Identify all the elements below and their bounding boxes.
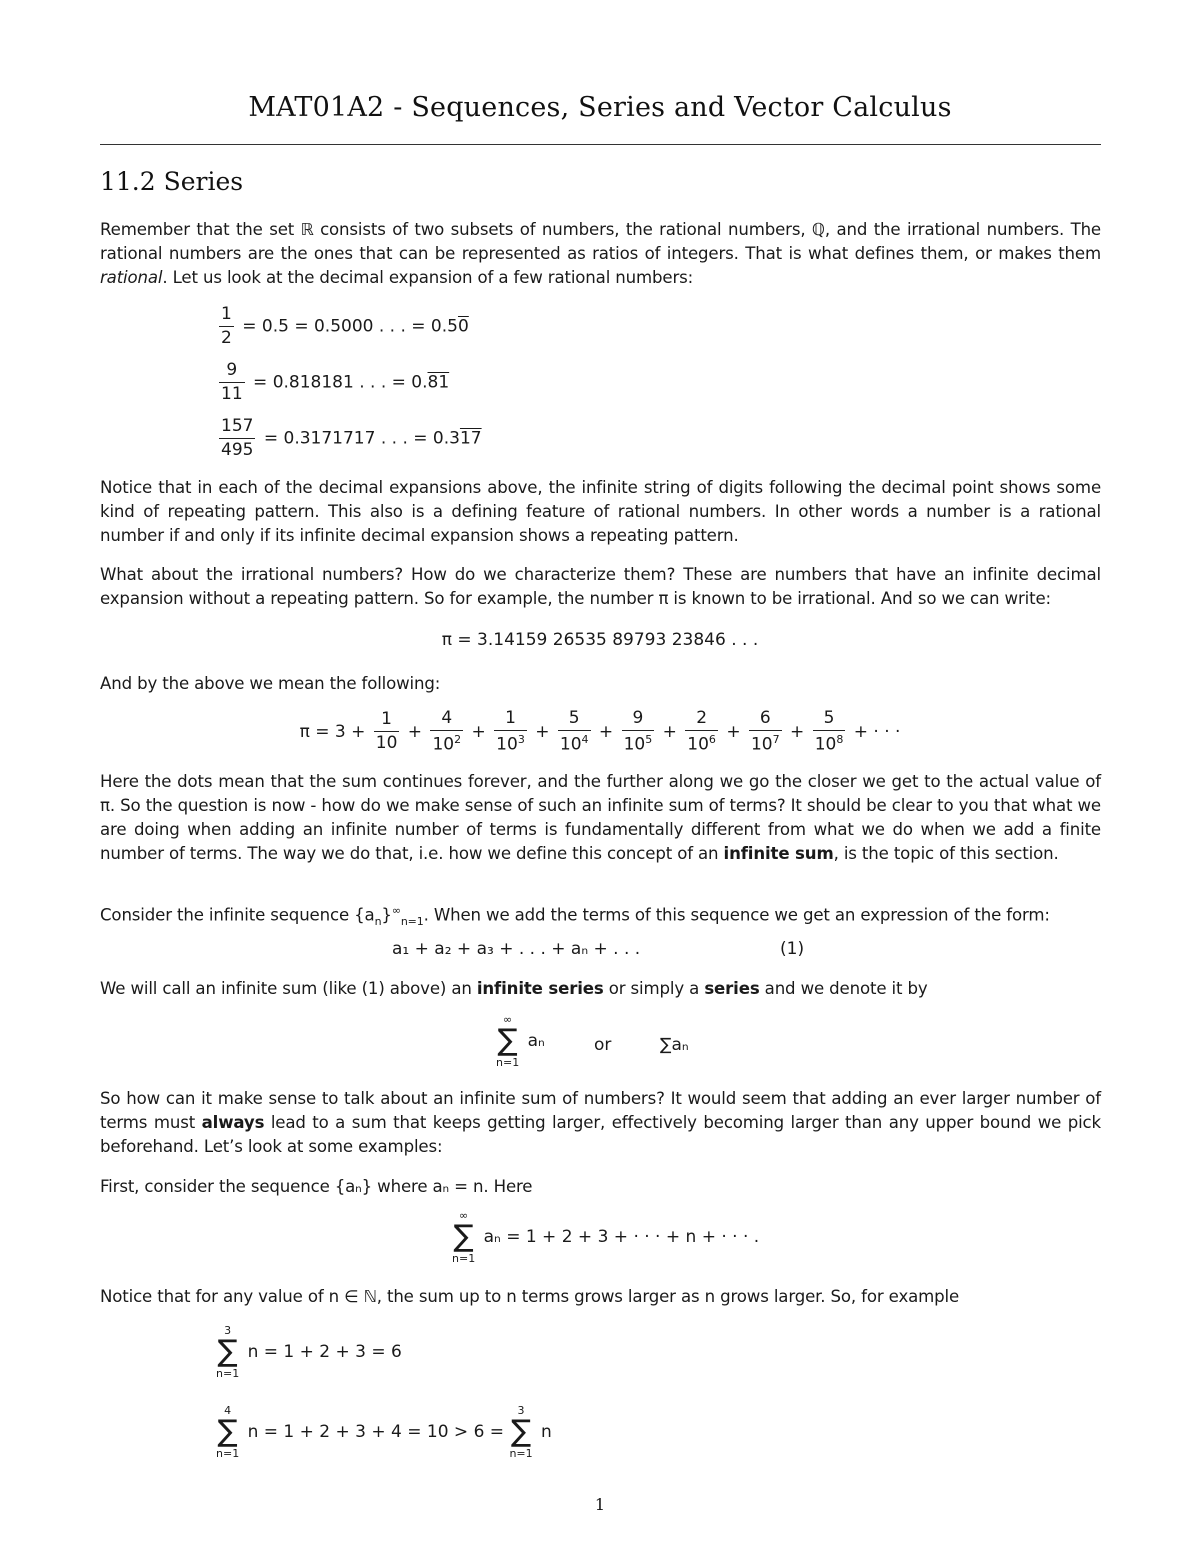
series-term: aₙ [527, 1031, 545, 1051]
title-rule [100, 144, 1101, 145]
series-fraction: $\frac{1}{10^3}$ [496, 708, 525, 755]
paragraph-text: . When we add the terms of this sequence we get an expression of the form: [423, 905, 1050, 925]
paragraph-text: Consider the infinite sequence {a [100, 905, 375, 925]
partial-sum-4 [216, 1405, 552, 1459]
series-fraction: $\frac{5}{10^4}$ [559, 708, 589, 755]
paragraph-text: . Let us look at the decimal expansion of a few rational numbers: [162, 268, 694, 287]
sum-of-n [452, 1210, 759, 1264]
bold-term: always [201, 1113, 265, 1132]
decimal-expansion: = 0.5 = 0.5000 . . . = 0.5 [242, 316, 458, 337]
pi-decimal: π = 3.14159 26535 89793 23846 . . . [441, 630, 759, 650]
bold-term: infinite sum [723, 844, 834, 863]
series-fraction: $\frac{4}{10^2}$ [432, 708, 462, 755]
summation-symbol: ∞ ∑ n=1 [496, 1013, 520, 1069]
fraction: $\frac{1}{2}$ [221, 304, 232, 348]
sum-expression: n = 1 + 2 + 3 + 4 = 10 > 6 = [247, 1422, 505, 1442]
decimal-expansion: = 0.818181 . . . = 0. [253, 372, 428, 393]
series-lead: π = 3 + [299, 721, 366, 742]
series-tail: + · · · [853, 721, 901, 742]
summation-symbol: ∞ ∑ n=1 [452, 1209, 476, 1265]
paragraph-series-def [100, 977, 1101, 1001]
summation-symbol: 4 ∑ n=1 [216, 1404, 240, 1460]
paragraph-irrational: What about the irrational numbers? How do we characterize them? These are numbers that have an infinite decimal expansion without a repeating pattern. So for example, the number π is known to be irrational. And so we can write: [100, 565, 1101, 608]
series-fraction: $\frac{9}{10^5}$ [623, 708, 653, 755]
repeating-digits: 0 [457, 316, 469, 337]
paragraph-text: So how can it make sense to talk about an infinite sum of numbers? It would seem that adding an ever larger number of terms must [100, 1089, 1101, 1132]
series-terms [371, 708, 849, 755]
or-word: or [594, 1035, 612, 1055]
paragraph-text: or simply a [603, 979, 705, 998]
paragraph-meaning: And by the above we mean the following: [100, 674, 441, 693]
fraction: $\frac{9}{11}$ [221, 360, 243, 404]
repeating-digits: 81 [427, 372, 450, 393]
paragraph-text: lead to a sum that keeps getting larger, effectively becoming larger than any upper bound we pick beforehand. Let’s look at some examples: [100, 1113, 1101, 1156]
summation-symbol: 3 ∑ n=1 [216, 1324, 240, 1380]
series-fraction: $\frac{2}{10^6}$ [687, 708, 716, 755]
plus-sign: + [529, 721, 555, 742]
paragraph-text: , is the topic of this section. [833, 844, 1059, 863]
plus-sign: + [402, 721, 428, 742]
series-fraction: $\frac{1}{10}$ [375, 709, 398, 754]
section-heading: 11.2 Series [100, 167, 244, 196]
paragraph-text: Here the dots mean that the sum continues forever, and the further along we go the closer we get to the actual value of π. So the question is now - how do we make sense of such an infinite sum of terms? It should be clear to you that what we are doing when adding an infinite number of terms is fundamentally different from what we do when we add a finite number of terms. The way we do that, i.e. how we define this concept of an [100, 772, 1101, 863]
document-title: MAT01A2 - Sequences, Series and Vector Calculus [248, 92, 952, 123]
paragraph-text: and we denote it by [759, 979, 928, 998]
plus-sign: + [466, 721, 492, 742]
sigma-notation [496, 1014, 545, 1068]
paragraph-infinite-sum [100, 770, 1101, 866]
equation-label: (1) [780, 939, 805, 959]
italic-term: rational [100, 268, 163, 287]
summation-symbol: 3 ∑ n=1 [509, 1404, 533, 1460]
sum-expression: n [541, 1422, 552, 1442]
example-half [216, 306, 469, 347]
plus-sign: + [593, 721, 619, 742]
subscript-n: n [374, 914, 382, 928]
sub-n-equals-1: n=1 [400, 914, 424, 928]
paragraph-text: We will call an infinite sum (like (1) above) an [100, 979, 477, 998]
sum-expression: aₙ = 1 + 2 + 3 + · · · + n + · · · . [483, 1227, 760, 1247]
plus-sign: + [784, 721, 810, 742]
example-nine-elevenths [216, 362, 449, 403]
fraction: $\frac{157}{495}$ [221, 416, 254, 460]
series-fraction: $\frac{6}{10^7}$ [750, 708, 780, 755]
sum-expression: n = 1 + 2 + 3 = 6 [247, 1342, 402, 1362]
paragraph-growth [100, 1087, 1101, 1159]
equation-1: a₁ + a₂ + a₃ + . . . + aₙ + . . . [392, 939, 641, 959]
paragraph-intro [100, 218, 1101, 290]
series-fraction: $\frac{5}{10^8}$ [814, 708, 844, 755]
sigma-short: ∑aₙ [660, 1035, 689, 1055]
paragraph-repeating: Notice that in each of the decimal expansions above, the infinite string of digits following the decimal point shows some kind of repeating pattern. This also is a defining feature of rational numbers. In other words a number is a rational number if and only if its infinite decimal expansion shows a repeating pattern. [100, 478, 1101, 545]
pi-series [0, 710, 1200, 754]
bold-term: series [704, 979, 760, 998]
page-number: 1 [594, 1495, 606, 1514]
paragraph-partial-sums: Notice that for any value of n ∈ ℕ, the sum up to n terms grows larger as n grows larger. So, for example [100, 1287, 960, 1306]
decimal-expansion: = 0.3171717 . . . = 0.3 [263, 428, 460, 449]
plus-sign: + [657, 721, 683, 742]
example-157-495 [216, 418, 482, 459]
paragraph-sequence: Consider the infinite sequence $\{a_n\}^\infty_{n=1}$. When we add the terms of this sequence we get an expression of the form: [100, 904, 1050, 928]
repeating-digits: 17 [459, 428, 482, 449]
bold-term: infinite series [476, 979, 604, 998]
partial-sum-3 [216, 1325, 402, 1379]
paragraph-first-example: First, consider the sequence {aₙ} where aₙ = n. Here [100, 1177, 533, 1196]
paragraph-text: Remember that the set ℝ consists of two subsets of numbers, the rational numbers, ℚ, and the irrational numbers. The rational numbers are the ones that can be represented as ratios of integers. That is what defines them, or makes them [100, 220, 1101, 263]
plus-sign: + [720, 721, 746, 742]
sup-infinity: ∞ [391, 904, 401, 917]
